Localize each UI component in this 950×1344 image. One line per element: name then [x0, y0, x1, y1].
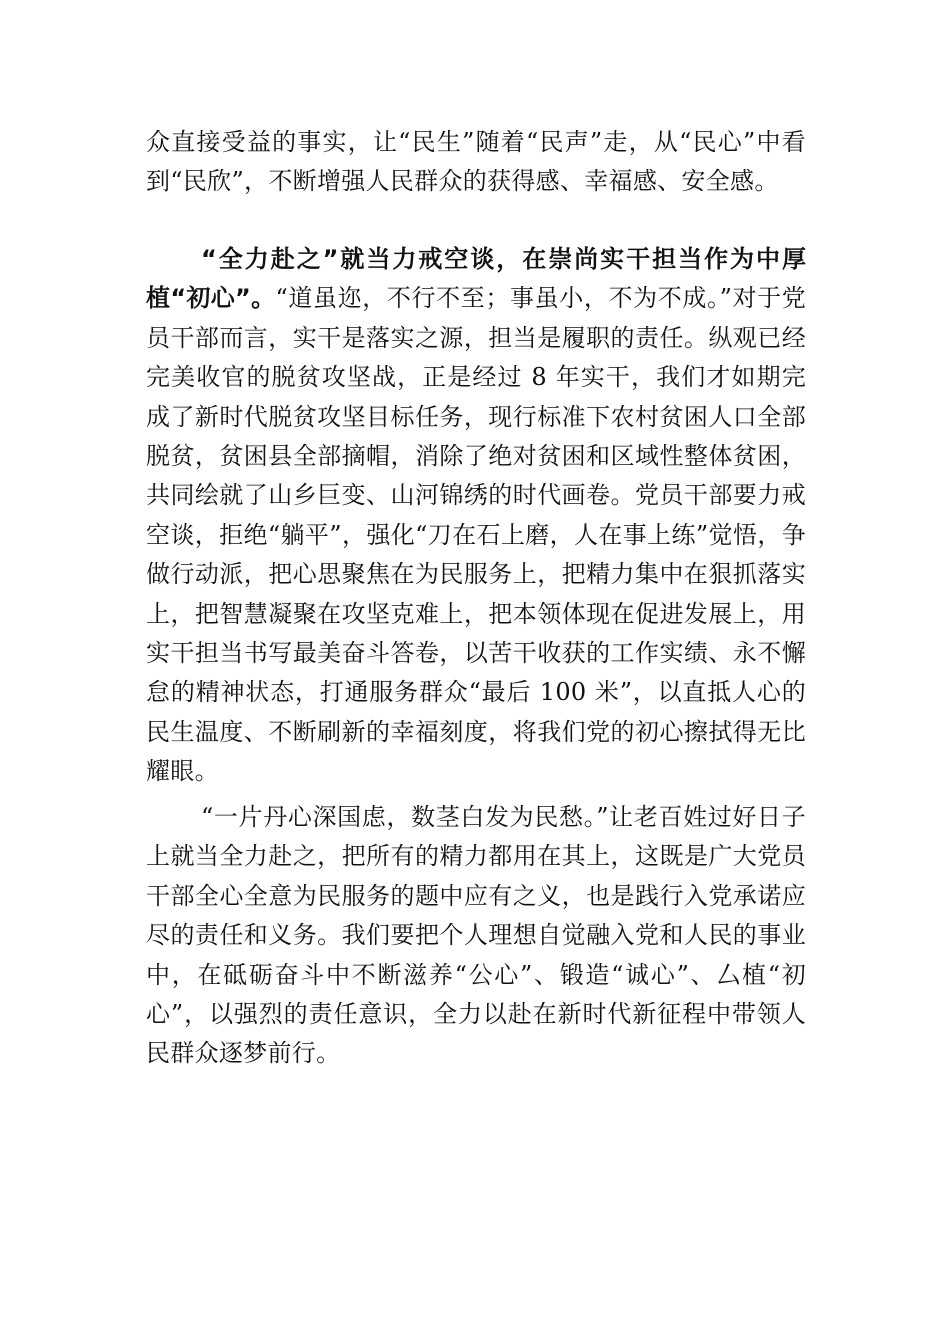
paragraph-continuation	[146, 123, 806, 202]
paragraph-text: “一片丹心深国虑，数茎白发为民愁。”让老百姓过好日子上就当全力赴之，把所有的精力都用在其上，这既是广大党员干部全心全意为民服务的题中应有之义，也是践行入党承诺应尽的责任和义务。我们要把个人理想自觉融入党和人民的事业中，在砥砺奋斗中不断滋养“公心”、锻造“诚心”、厶植“初心”，以强烈的责任意识，全力以赴在新时代新征程中带领人民群众逐梦前行。	[146, 803, 806, 1068]
paragraph-text: 众直接受益的事实，让“民生”随着“民声”走，从“民心”中看到“民欣”，不断增强人民群众的获得感、幸福感、安全感。	[146, 128, 806, 196]
paragraph-practical-work	[146, 240, 806, 792]
paragraph-text: “道虽迩，不行不至；事虽小，不为不成。”对于党员干部而言，实干是落实之源，担当是履职的责任。纵观已经完美收官的脱贫攻坚战，正是经过 8 年实干，我们才如期完成了新时代脱贫攻坚目标任务，现行标准下农村贫困人口全部脱贫，贫困县全部摘帽，消除了绝对贫困和区域性整体贫困，共同绘就了山乡巨变、山河锦绣的时代画卷。党员干部要力戒空谈，拒绝“躺平”，强化“刀在石上磨，人在事上练”觉悟，争做行动派，把心思聚焦在为民服务上，把精力集中在狠抓落实上，把智慧凝聚在攻坚克难上，把本领体现在促进发展上，用实干担当书写最美奋斗答卷，以苦干收获的工作实绩、永不懈怠的精神状态，打通服务群众“最后 100 米”，以直抵人心的民生温度、不断刷新的幸福刻度，将我们党的初心擦拭得无比耀眼。	[146, 284, 807, 786]
paragraph-body	[146, 240, 806, 792]
paragraph-heading: “全力赴之”就当力戒空谈，在崇尚实干担当作为中厚植“初心”。	[146, 245, 806, 313]
paragraph-closing	[146, 798, 806, 1074]
